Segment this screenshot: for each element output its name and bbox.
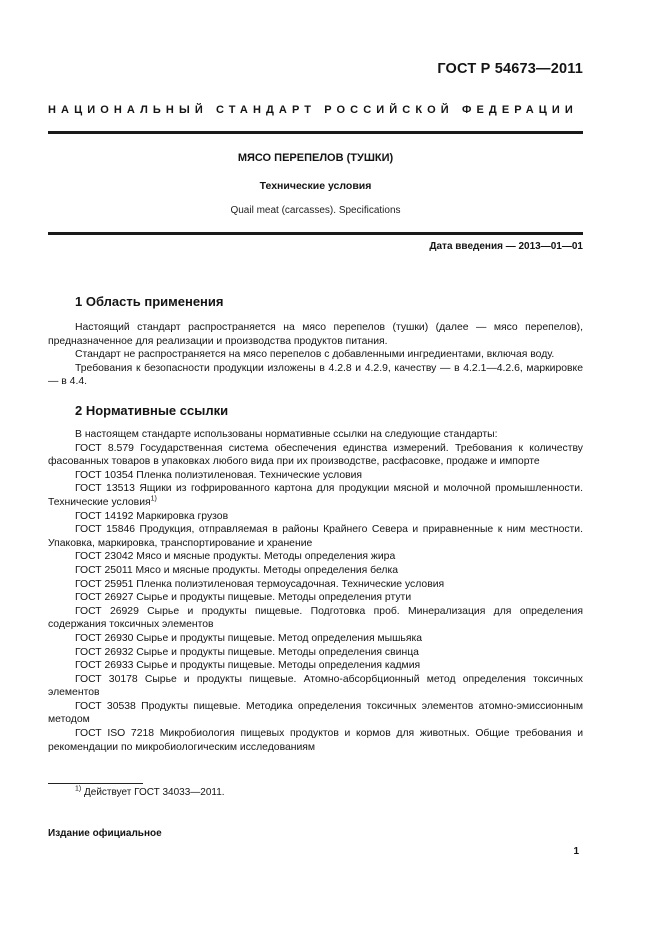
footnote <box>75 787 225 798</box>
paragraph: В настоящем стандарте использованы нормативные ссылки на следующие стандарты: <box>75 429 498 440</box>
reference-item: ГОСТ 26929 Сырье и продукты пищевые. Подготовка проб. Минерализация для определения содержания токсичных элементов <box>48 605 583 631</box>
section-1-body <box>48 321 583 389</box>
reference-item: ГОСТ 15846 Продукция, отправляемая в районы Крайнего Севера и приравненные к ним местности. Упаковка, маркировка, транспортирование и хранение <box>48 524 583 549</box>
national-standard-banner: НАЦИОНАЛЬНЫЙ СТАНДАРТ РОССИЙСКОЙ ФЕДЕРАЦИИ <box>48 104 578 116</box>
gost-code: ГОСТ Р 54673—2011 <box>437 61 583 77</box>
english-title: Quail meat (carcasses). Specifications <box>230 205 401 216</box>
reference-item: ГОСТ 30178 Сырье и продукты пищевые. Атомно-абсорбционный метод определения токсичных элементов <box>48 673 583 699</box>
document-title: МЯСО ПЕРЕПЕЛОВ (ТУШКИ) <box>237 152 394 164</box>
reference-item: ГОСТ 25951 Пленка полиэтиленовая термоусадочная. Технические условия <box>75 578 445 590</box>
page-number: 1 <box>573 846 579 857</box>
top-thick-rule <box>48 131 583 134</box>
reference-item: ГОСТ 10354 Пленка полиэтиленовая. Технические условия <box>75 469 363 481</box>
footnote-text: Действует ГОСТ 34033—2011. <box>84 787 225 798</box>
reference-text: ГОСТ 13513 Ящики из гофрированного картона для продукции мясной и молочной промышленности. Технические условия <box>48 483 583 508</box>
reference-item: ГОСТ 8.579 Государственная система обеспечения единства измерений. Требования к количеству фасованных товаров в упаковках любого вида при их производстве, расфасовке, продаже и импорте <box>48 442 583 468</box>
section-1-heading: 1 Область применения <box>75 294 224 309</box>
reference-item: ГОСТ 30538 Продукты пищевые. Методика определения токсичных элементов атомно-эмиссионным методом <box>48 700 583 726</box>
title-bottom-rule <box>48 232 583 235</box>
reference-item: ГОСТ 26933 Сырье и продукты пищевые. Методы определения кадмия <box>75 660 421 672</box>
reference-item: ГОСТ 14192 Маркировка грузов <box>75 510 229 522</box>
reference-item: ГОСТ 26930 Сырье и продукты пищевые. Метод определения мышьяка <box>75 632 423 644</box>
paragraph: Настоящий стандарт распространяется на мясо перепелов (тушки) (далее — мясо перепелов), предназначенное для реализации и производства продуктов питания. <box>48 322 583 347</box>
reference-item: ГОСТ 26932 Сырье и продукты пищевые. Методы определения свинца <box>75 646 419 658</box>
document-subtitle: Технические условия <box>259 180 372 192</box>
footnote-marker: 1) <box>150 495 157 503</box>
footnote-separator <box>48 783 143 784</box>
section-2-body <box>48 428 583 754</box>
reference-item: ГОСТ 26927 Сырье и продукты пищевые. Методы определения ртути <box>75 592 412 604</box>
paragraph: Требования к безопасности продукции изложены в 4.2.8 и 4.2.9, качеству — в 4.2.1—4.2.6, маркировке — в 4.4. <box>48 362 583 388</box>
reference-item <box>48 482 583 509</box>
footnote-marker: 1) <box>75 785 82 793</box>
introduction-date: Дата введения — 2013—01—01 <box>429 241 583 252</box>
reference-item: ГОСТ ISO 7218 Микробиология пищевых продуктов и кормов для животных. Общие требования и рекомендации по микробиологическим исследованиям <box>48 728 583 753</box>
section-2-heading: 2 Нормативные ссылки <box>75 403 229 418</box>
official-edition-label: Издание официальное <box>48 828 162 839</box>
reference-item: ГОСТ 25011 Мясо и мясные продукты. Методы определения белка <box>75 564 399 576</box>
paragraph: Стандарт не распространяется на мясо перепелов с добавленными ингредиентами, включая воду. <box>75 349 555 361</box>
reference-item: ГОСТ 23042 Мясо и мясные продукты. Методы определения жира <box>75 551 396 563</box>
